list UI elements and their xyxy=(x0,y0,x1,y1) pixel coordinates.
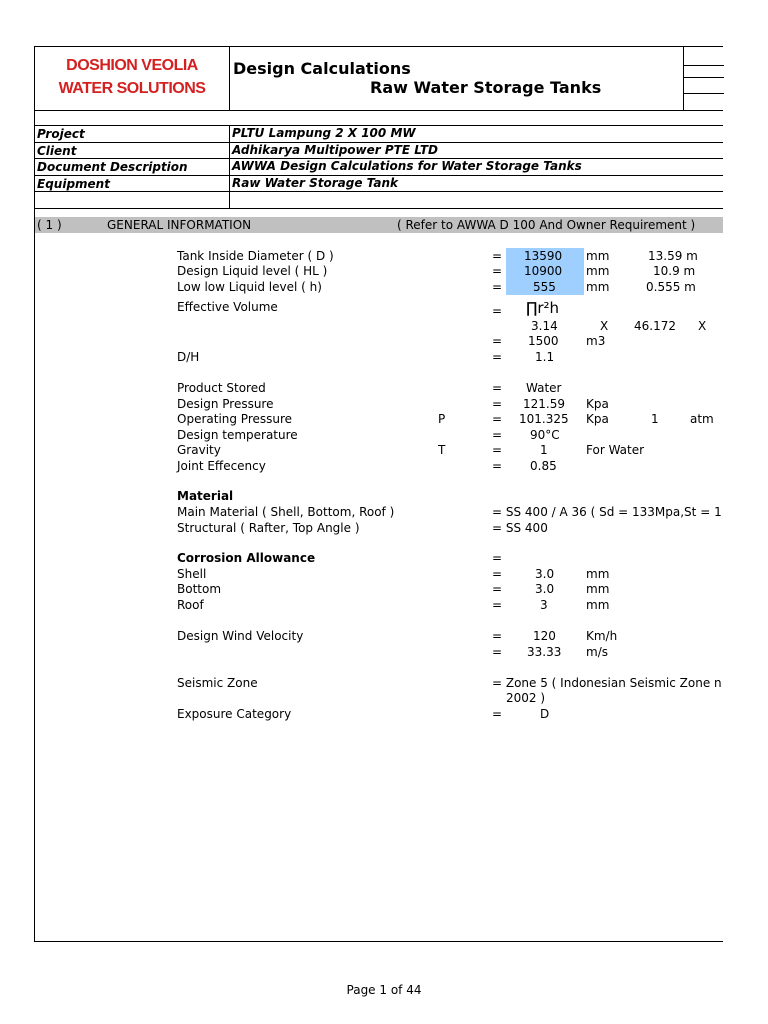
eq-sign: = xyxy=(492,645,503,659)
company-logo xyxy=(35,47,230,110)
project-info-table xyxy=(35,125,723,209)
wind-velocity-unit-ms: m/s xyxy=(586,645,608,659)
operating-pressure-atm-unit: atm xyxy=(690,412,714,426)
main-material-value: = SS 400 / A 36 ( Sd = 133Mpa,St = 1 xyxy=(492,505,722,519)
eq-sign: = xyxy=(492,249,503,263)
design-pressure-label: Design Pressure xyxy=(177,397,274,411)
diameter-conv: 13.59 m xyxy=(648,249,698,263)
volume-formula: ∏r²h xyxy=(526,299,560,317)
info-row-project xyxy=(35,125,723,142)
eq-sign: = xyxy=(492,264,503,278)
eq-sign: = xyxy=(492,582,503,596)
multiply-sign: X xyxy=(698,319,707,333)
diameter-value[interactable]: 13590 xyxy=(524,249,563,263)
operating-pressure-unit: Kpa xyxy=(586,412,609,426)
liquid-level-conv: 10.9 m xyxy=(653,264,696,278)
eq-sign: = xyxy=(492,598,503,612)
operating-pressure-value: 101.325 xyxy=(519,412,569,426)
product-stored-label: Product Stored xyxy=(177,381,266,395)
eq-sign: = xyxy=(492,567,503,581)
gravity-label: Gravity xyxy=(177,443,221,457)
low-level-label: Low low Liquid level ( h) xyxy=(177,280,322,294)
eq-sign: = xyxy=(492,629,503,643)
info-label: Project xyxy=(37,127,85,141)
eq-sign: = xyxy=(492,381,503,395)
design-temp-label: Design temperature xyxy=(177,428,298,442)
eq-sign: = xyxy=(492,459,503,473)
dh-label: D/H xyxy=(177,350,200,364)
logo-line1: DOSHION VEOLIA xyxy=(66,57,198,74)
exposure-category-value: D xyxy=(540,707,550,721)
shell-label: Shell xyxy=(177,567,207,581)
eq-sign: = xyxy=(492,428,503,442)
info-label: Client xyxy=(37,143,77,158)
wind-velocity-unit: Km/h xyxy=(586,629,618,643)
seismic-zone-label: Seismic Zone xyxy=(177,676,258,690)
seismic-zone-value-cont: 2002 ) xyxy=(506,691,546,705)
eq-sign: = xyxy=(492,707,503,721)
info-row-client xyxy=(35,142,723,159)
joint-efficiency-label: Joint Effecency xyxy=(177,459,266,473)
structural-value: = SS 400 xyxy=(492,521,548,535)
diameter-unit: mm xyxy=(586,249,610,263)
gravity-note: For Water xyxy=(586,443,645,457)
info-row-description xyxy=(35,158,723,175)
roof-label: Roof xyxy=(177,598,204,612)
gravity-value: 1 xyxy=(540,443,548,457)
section-reference: ( Refer to AWWA D 100 And Owner Requirement ) xyxy=(397,218,696,232)
design-pressure-unit: Kpa xyxy=(586,397,609,411)
dh-value: 1.1 xyxy=(535,350,555,364)
eq-sign: = xyxy=(492,334,503,348)
eq-sign: = xyxy=(492,350,503,364)
volume-pi: 3.14 xyxy=(531,319,558,333)
operating-pressure-symbol: P xyxy=(438,412,446,426)
gravity-symbol: T xyxy=(438,443,446,457)
liquid-level-value[interactable]: 10900 xyxy=(524,264,563,278)
info-value: AWWA Design Calculations for Water Storage Tanks xyxy=(229,159,582,175)
material-heading: Material xyxy=(177,489,234,503)
multiply-sign: X xyxy=(600,319,609,333)
structural-label: Structural ( Rafter, Top Angle ) xyxy=(177,521,360,535)
bottom-unit: mm xyxy=(586,582,610,596)
operating-pressure-atm-value: 1 xyxy=(651,412,659,426)
shell-unit: mm xyxy=(586,567,610,581)
document-header xyxy=(35,47,723,111)
volume-label: Effective Volume xyxy=(177,300,278,314)
main-material-label: Main Material ( Shell, Bottom, Roof ) xyxy=(177,505,395,519)
doc-title: Design Calculations xyxy=(233,59,411,78)
joint-efficiency-value: 0.85 xyxy=(530,459,557,473)
corrosion-heading: Corrosion Allowance xyxy=(177,551,316,565)
seismic-zone-value: = Zone 5 ( Indonesian Seismic Zone n xyxy=(492,676,722,690)
document-sheet xyxy=(34,46,723,942)
liquid-level-unit: mm xyxy=(586,264,610,278)
low-level-conv: 0.555 m xyxy=(646,280,696,294)
section-number: ( 1 ) xyxy=(37,218,62,232)
wind-velocity-value: 120 xyxy=(533,629,556,643)
doc-subtitle: Raw Water Storage Tanks xyxy=(370,78,602,97)
wind-velocity-value-ms: 33.33 xyxy=(527,645,562,659)
info-value: PLTU Lampung 2 X 100 MW xyxy=(229,126,416,142)
bottom-value: 3.0 xyxy=(535,582,555,596)
volume-value: 1500 xyxy=(528,334,559,348)
info-label: Document Description xyxy=(37,160,188,175)
liquid-level-label: Design Liquid level ( HL ) xyxy=(177,264,328,278)
info-value: Adhikarya Multipower PTE LTD xyxy=(229,143,438,159)
wind-velocity-label: Design Wind Velocity xyxy=(177,629,304,643)
bottom-label: Bottom xyxy=(177,582,222,596)
eq-sign: = xyxy=(492,280,503,294)
info-value-empty xyxy=(229,192,232,208)
revision-box xyxy=(683,47,724,110)
eq-sign: = xyxy=(492,304,503,318)
design-pressure-value: 121.59 xyxy=(523,397,565,411)
info-label: Equipment xyxy=(37,176,110,191)
product-stored-value: Water xyxy=(526,381,562,395)
diameter-label: Tank Inside Diameter ( D ) xyxy=(177,249,334,263)
roof-unit: mm xyxy=(586,598,610,612)
section-header-bar xyxy=(35,217,723,233)
eq-sign: = xyxy=(492,412,503,426)
design-temp-value: 90°C xyxy=(530,428,560,442)
volume-r2: 46.172 xyxy=(634,319,676,333)
section-title: GENERAL INFORMATION xyxy=(107,218,252,232)
eq-sign: = xyxy=(492,397,503,411)
exposure-category-label: Exposure Category xyxy=(177,707,292,721)
info-value: Raw Water Storage Tank xyxy=(229,176,398,192)
info-row-equipment xyxy=(35,175,723,192)
volume-unit: m3 xyxy=(586,334,606,348)
eq-sign: = xyxy=(492,551,503,565)
info-row-blank xyxy=(35,191,723,209)
shell-value: 3.0 xyxy=(535,567,555,581)
eq-sign: = xyxy=(492,443,503,457)
low-level-value[interactable]: 555 xyxy=(533,280,556,294)
low-level-unit: mm xyxy=(586,280,610,294)
operating-pressure-label: Operating Pressure xyxy=(177,412,293,426)
page-footer: Page 1 of 44 xyxy=(346,983,422,997)
roof-value: 3 xyxy=(540,598,548,612)
logo-line2: WATER SOLUTIONS xyxy=(58,80,206,97)
